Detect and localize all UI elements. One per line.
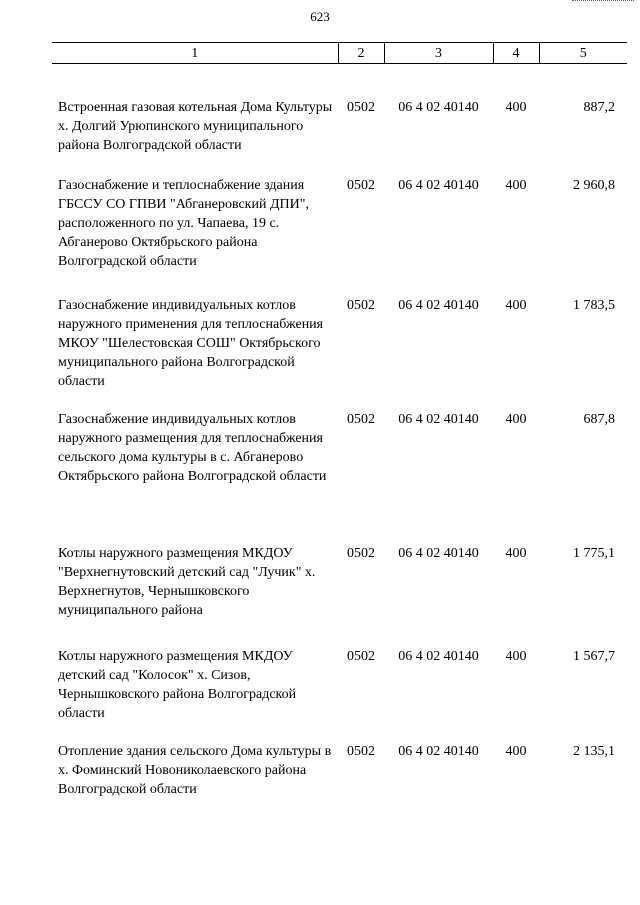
- row-name: Котлы наружного размещения МКДОУ "Верхнегнутовский детский сад "Лучик" х. Верхнегнутов, Чернышковского муниципального района: [58, 545, 316, 618]
- row-name: Встроенная газовая котельная Дома Культуры х. Долгий Урюпинского муниципального района Волгоградской области: [58, 100, 333, 153]
- header-col-1: 1: [52, 43, 338, 64]
- row-code: 06 4 02 40140: [398, 297, 479, 313]
- row-name: Газоснабжение и теплоснабжение здания ГБССУ СО ГПВИ "Абганеровский ДПИ", расположенного по ул. Чапаева, 19 с. Абганерово Октябрьского района Волгоградской области: [58, 177, 309, 269]
- row-type: 400: [505, 545, 527, 561]
- row-type: 400: [505, 648, 527, 664]
- header-col-5: 5: [539, 43, 627, 64]
- row-section: 0502: [347, 743, 375, 759]
- row-section: 0502: [347, 545, 375, 561]
- table-row: [52, 64, 627, 158]
- row-name: Газоснабжение индивидуальных котлов наружного размещения для теплоснабжения сельского дома культуры в с. Абганерово Октябрьского района Волгоградской области: [58, 411, 327, 484]
- row-type: 400: [505, 177, 527, 193]
- row-name: Котлы наружного размещения МКДОУ детский сад "Колосок" х. Сизов, Чернышковского района Волгоградской области: [58, 648, 297, 721]
- table-header-row: [52, 43, 627, 64]
- page-number: 623: [310, 9, 330, 24]
- table-row: [52, 742, 627, 822]
- scan-corner-mark: [572, 0, 634, 3]
- row-amount: 1 567,7: [573, 648, 615, 664]
- row-type: 400: [505, 411, 527, 427]
- table-row: [52, 158, 627, 296]
- row-amount: 2 135,1: [573, 743, 615, 759]
- row-amount: 687,8: [583, 411, 615, 427]
- table-row: [52, 544, 627, 647]
- row-amount: 1 775,1: [573, 545, 615, 561]
- row-type: 400: [505, 100, 527, 115]
- row-section: 0502: [347, 100, 375, 115]
- table-row: [52, 647, 627, 742]
- row-section: 0502: [347, 177, 375, 193]
- row-code: 06 4 02 40140: [398, 100, 479, 115]
- table-row: [52, 296, 627, 410]
- header-col-3: 3: [384, 43, 493, 64]
- table-row: [52, 410, 627, 544]
- row-name: Отопление здания сельского Дома культуры в х. Фоминский Новониколаевского района Волгоградской области: [58, 743, 332, 797]
- header-col-4: 4: [493, 43, 539, 64]
- row-code: 06 4 02 40140: [398, 743, 479, 759]
- row-code: 06 4 02 40140: [398, 177, 479, 193]
- row-amount: 2 960,8: [573, 177, 615, 193]
- row-code: 06 4 02 40140: [398, 411, 479, 427]
- row-section: 0502: [347, 297, 375, 313]
- row-type: 400: [505, 297, 527, 313]
- row-name: Газоснабжение индивидуальных котлов наружного применения для теплоснабжения МКОУ "Шелестовская СОШ" Октябрьского муниципального района Волгоградской области: [58, 297, 324, 389]
- row-code: 06 4 02 40140: [398, 648, 479, 664]
- row-amount: 1 783,5: [573, 297, 615, 313]
- header-col-2: 2: [338, 43, 384, 64]
- row-section: 0502: [347, 648, 375, 664]
- budget-table: [52, 42, 627, 822]
- row-amount: 887,2: [583, 100, 615, 115]
- row-section: 0502: [347, 411, 375, 427]
- row-type: 400: [505, 743, 527, 759]
- row-code: 06 4 02 40140: [398, 545, 479, 561]
